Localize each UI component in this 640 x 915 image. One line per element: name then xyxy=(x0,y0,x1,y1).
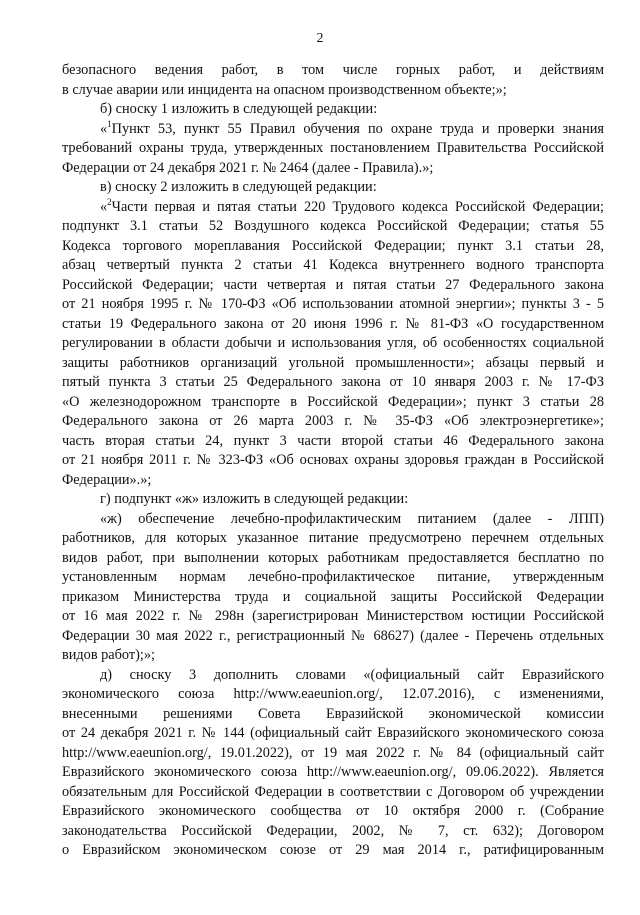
text-line-content: Пункт 53, пункт 55 Правил обучения по охране труда и проверки знания xyxy=(111,120,604,137)
text-line: приказом Министерства труда и социальной защиты Российской Федерации xyxy=(62,588,604,605)
text-line: в) сноску 2 изложить в следующей редакции: xyxy=(100,179,377,195)
text-line: от 24 декабря 2021 г. № 144 (официальный сайт Евразийского экономического союза xyxy=(62,725,604,741)
text-line: от 21 ноября 2011 г. № 323-ФЗ «Об основах охраны здоровья граждан в Российской xyxy=(62,452,604,468)
text-line: подпункт 3.1 статьи 52 Воздушного кодекса Российской Федерации; статья 55 xyxy=(62,218,604,234)
text-line: Кодекса торгового мореплавания Российской Федерации; пункт 3.1 статьи 28, xyxy=(62,237,604,254)
quote-mark: « xyxy=(100,198,108,215)
text-line: от 21 ноября 1995 г. № 170-ФЗ «Об использовании атомной энергии»; пункты 3 - 5 xyxy=(62,296,604,312)
text-line: Федерального закона от 26 марта 2003 г. № 35-ФЗ «Об электроэнергетике»; xyxy=(62,413,604,429)
page-number: 2 xyxy=(316,31,324,46)
document-body xyxy=(62,61,604,861)
text-line: б) сноску 1 изложить в следующей редакции: xyxy=(100,101,378,117)
text-line xyxy=(62,198,604,218)
text-line: пятый пункта 3 статьи 25 Федерального закона от 10 января 2003 г. № 17-ФЗ xyxy=(62,374,604,390)
text-line: Евразийского экономического сообщества от 10 октября 2000 г. (Собрание xyxy=(62,803,604,819)
text-line: в случае аварии или инцидента на опасном производственном объекте;»; xyxy=(62,81,507,98)
text-line: о Евразийском экономическом союзе от 29 мая 2014 г., ратифицированным xyxy=(62,842,604,858)
text-line: работников, для которых указанное питание предусмотрено перечнем отдельных xyxy=(62,530,604,546)
text-line-content: Части первая и пятая статьи 220 Трудового кодекса Российской Федерации; xyxy=(111,198,604,215)
text-line: д) сноску 3 дополнить словами «(официальный сайт Евразийского xyxy=(100,666,604,683)
text-line: внесенными решениями Совета Евразийской экономической комиссии xyxy=(62,705,604,722)
text-line: видов работ, при выполнении которых работникам предоставляется бесплатно по xyxy=(62,549,604,566)
text-line: обязательным для Российской Федерации в соответствии с Договором об учреждении xyxy=(62,783,604,800)
footnote-mark: 1 xyxy=(107,119,112,129)
text-line: требований охраны труда, утвержденных постановлением Правительства Российской xyxy=(62,140,604,156)
text-line xyxy=(62,120,604,140)
text-line: часть вторая статьи 24, пункт 3 части второй статьи 46 Федерального закона xyxy=(62,432,604,449)
text-line: статьи 19 Федерального закона от 20 июня 1996 г. № 81-ФЗ «О государственном xyxy=(62,315,604,332)
text-line: установленным нормам лечебно-профилактическое питание, утвержденным xyxy=(62,569,604,585)
text-line: Федерации от 24 декабря 2021 г. № 2464 (далее - Правила).»; xyxy=(62,159,434,176)
text-line: от 16 мая 2022 г. № 298н (зарегистрирован Министерством юстиции Российской xyxy=(62,608,604,624)
text-line: Российской Федерации; части четвертая и пятая статьи 27 Федерального закона xyxy=(62,276,604,293)
text-line: регулировании в области добычи и использования угля, об особенностях социальной xyxy=(62,335,604,351)
text-line: законодательства Российской Федерации, 2002, № 7, ст. 632); Договором xyxy=(62,822,604,839)
footnote-mark: 2 xyxy=(107,197,112,207)
text-line: безопасного ведения работ, в том числе горных работ, и действиям xyxy=(62,62,604,78)
text-line: Федерации».»; xyxy=(62,471,152,488)
text-line: «О железнодорожном транспорте в Российской Федерации»; пункт 3 статьи 28 xyxy=(62,393,604,410)
text-line: г) подпункт «ж» изложить в следующей редакции: xyxy=(100,491,409,507)
text-line: видов работ);»; xyxy=(62,647,155,663)
text-line: Евразийского экономического союза http://www.eaeunion.org/, 09.06.2022). Является xyxy=(62,764,604,780)
text-line: абзац четвертый пункта 2 статьи 41 Кодекса внутреннего водного транспорта xyxy=(62,257,604,273)
text-line: экономического союза http://www.eaeunion.org/, 12.07.2016), с изменениями, xyxy=(62,686,604,702)
text-line: Федерации 30 мая 2022 г., регистрационный № 68627) (далее - Перечень отдельных xyxy=(62,627,604,644)
text-line: «ж) обеспечение лечебно-профилактическим питанием (далее - ЛПП) xyxy=(100,510,604,527)
quote-mark: « xyxy=(100,120,108,137)
text-line: защиты работников организаций угольной промышленности»; абзацы первый и xyxy=(62,354,604,371)
text-line: http://www.eaeunion.org/, 19.01.2022), от 19 мая 2022 г. № 84 (официальный сайт xyxy=(62,744,604,761)
